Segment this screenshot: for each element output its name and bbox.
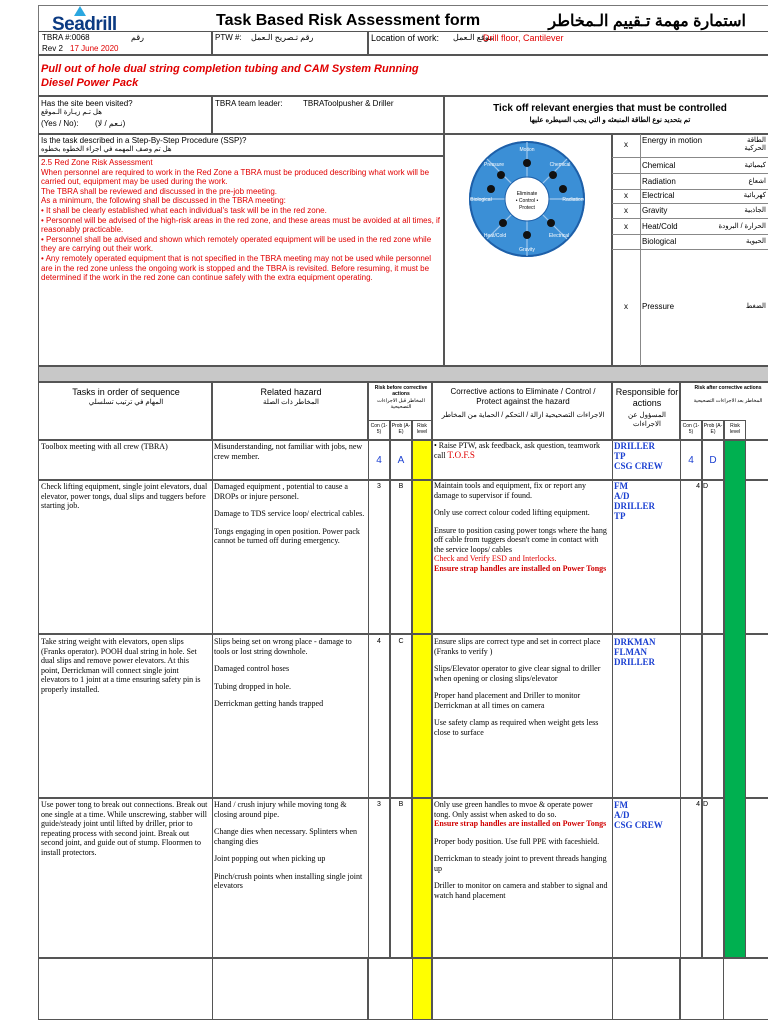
row2-con: 3	[377, 483, 381, 490]
ptw-cell[interactable]	[212, 31, 368, 55]
row5-divider-a	[212, 958, 368, 1020]
separator-bar	[38, 366, 768, 382]
col-divider	[680, 440, 681, 958]
ssp-label: Is the task described in a Step-By-Step Procedure (SSP)?	[41, 136, 247, 145]
risk-after-green-strip	[725, 441, 745, 957]
hazard-item: Derrickman getting hands trapped	[214, 699, 324, 708]
row4-prob: B	[398, 801, 404, 808]
responsible-item: CSG CREW	[614, 820, 663, 830]
energy-name-arabic: الحرارة / البرودة	[718, 223, 766, 230]
responsible-item: TP	[614, 451, 626, 461]
row1-responsible	[614, 441, 678, 471]
row1-corrective	[434, 441, 610, 460]
row2-prob-after-cell	[702, 480, 724, 634]
energy-check-mark[interactable]: x	[624, 206, 628, 215]
corrective-item: Use safety clamp as required when weight gets less close to surface	[434, 718, 599, 737]
energy-heat-cold[interactable]	[612, 219, 768, 235]
row4-con-after: 4	[696, 801, 700, 808]
energy-name: Biological	[642, 237, 677, 246]
responsible-item: DRILLER	[614, 501, 656, 511]
svg-text:Protect: Protect	[519, 205, 535, 211]
hazard-item: Tongs engaging in open position. Power pack cannot be turned off during emergency.	[214, 526, 360, 545]
row3-risk-level	[412, 634, 432, 798]
hazard-item: Tubing dropped in hole.	[214, 681, 292, 691]
row1-risk-level	[412, 440, 432, 480]
energies-heading: Tick off relevant energies that must be controlled	[493, 103, 727, 114]
energy-name-arabic: الجاذبية	[744, 207, 766, 214]
hazard-item: Hand / crush injury while moving tong & closing around pipe.	[214, 800, 347, 819]
row2-prob: B	[398, 483, 404, 490]
responsible-item: FM	[614, 800, 628, 810]
responsible-item: FM	[614, 481, 628, 491]
row5-divider-b	[612, 958, 680, 1020]
col-con-label: Con (1-5)	[370, 423, 388, 435]
row5-divider-c	[680, 958, 724, 1020]
col-header-con	[368, 420, 390, 440]
corrective-item-red: Ensure strap handles are installed on Power Tongs	[434, 563, 607, 573]
red-zone-line: When personnel are required to work in the Red Zone a TBRA must be produced describing what work will be carried out, equipment may be used during the work.	[41, 167, 430, 187]
red-zone-line: • Any remotely operated equipment that is not specified in the TBRA meeting may not be used while personnel are in the red zone unless the ongoing work is stopped and the TBRA is revisited. Before resuming, it must be determined if the work in the red zone can continue safely with the extra equipment operating.	[41, 253, 431, 283]
red-zone-heading: 2.5 Red Zone Risk Assessment	[41, 158, 153, 167]
col-tasks-label: Tasks in order of sequence	[72, 387, 180, 397]
red-zone-line: • It shall be clearly established what each individual's task will be in the red zone.	[41, 205, 327, 215]
col-hazard-arabic: المخاطر ذات الصلة	[263, 399, 319, 406]
responsible-item: FLMAN	[614, 647, 647, 657]
corrective-item: Only use correct colour coded lifting equipment.	[434, 508, 590, 517]
hazard-item: Pinch/crush points when installing single joint elevators	[214, 871, 363, 890]
location-label-arabic: موقع الـعمل	[453, 33, 494, 42]
energy-name: Energy in motion	[642, 136, 703, 145]
energy-name-arabic: كهربائية	[743, 192, 766, 199]
row2-con-after: 4	[696, 483, 700, 490]
row2-prob-cell	[390, 480, 412, 634]
hazard-item: Change dies when necessary. Splinters when changing dies	[214, 827, 357, 846]
row1-corrective-call	[434, 451, 610, 461]
hazard-item: Damaged control hoses	[214, 664, 290, 673]
row4-responsible	[614, 800, 678, 830]
energy-pressure[interactable]	[612, 250, 768, 366]
responsible-item: TP	[614, 511, 626, 521]
site-visited-arabic: هل تـم زيـارة الـموقع	[41, 109, 102, 116]
energy-name: Electrical	[642, 191, 675, 200]
energy-name: Gravity	[642, 206, 668, 215]
hazard-item: Damage to TDS service loop/ electrical cables.	[214, 509, 365, 518]
row1-prob-cell	[390, 440, 412, 480]
corrective-item: Only use green handles to mvoe & operate power tong. Only assist when asked to do so.	[434, 800, 593, 819]
col-header-corrective	[432, 382, 612, 440]
svg-text:Biological: Biological	[470, 197, 492, 203]
corrective-item: Proper body position. Use full PPE with faceshield.	[434, 836, 600, 846]
location-value: Drill floor, Cantilever	[483, 33, 564, 43]
responsible-item: A/D	[614, 810, 630, 820]
row4-task: Use power tong to break out connections. Break out one single at a time. While unscrewing, stabber will guide/steady joint until lifted by driller, prior to repeating process with second joint. Break out second joint, and guide out of stump. Floormen to install protectors.	[41, 800, 208, 857]
row3-prob-after-cell	[702, 634, 724, 798]
svg-text:Motion: Motion	[519, 147, 535, 153]
team-leader-label: TBRA team leader:	[215, 99, 283, 108]
energy-wheel-icon	[467, 139, 587, 259]
page-title-arabic: استمارة مهمة تـقييم الـمخاطر	[548, 13, 746, 30]
energy-name: Chemical	[642, 161, 676, 170]
row2-risk-level	[412, 480, 432, 634]
red-zone-cell	[38, 156, 444, 366]
col-header-level-after	[724, 420, 746, 440]
col-tasks-arabic: المهام في ترتيب تسلسلي	[88, 399, 164, 406]
row2-responsible	[614, 481, 678, 521]
svg-text:Heat/Cold: Heat/Cold	[483, 233, 507, 239]
team-leader-cell[interactable]	[212, 96, 444, 134]
row3-con-cell	[368, 634, 390, 798]
page-title: Task Based Risk Assessment form	[216, 12, 481, 29]
col-prob-after-label: Prob (A-E)	[703, 423, 723, 435]
energy-name-arabic: الحيوية	[745, 238, 766, 245]
svg-text:Radiation: Radiation	[562, 197, 584, 203]
ssp-cell	[38, 134, 444, 156]
col-corrective-arabic: الاجراءات التصحيحية ازالة / التحكم / الحماية من المخاطر	[441, 412, 605, 419]
ssp-arabic: هل تم وصف المهمه في اجراء الخطوه بخطوه	[41, 146, 172, 153]
revision: Rev 2	[42, 44, 63, 53]
row1-con-after: 4	[688, 455, 694, 466]
corrective-item: Slips/Elevator operator to give clear signal to driller when opening or closing slips/elevator	[434, 664, 601, 683]
energy-name: Radiation	[642, 177, 676, 186]
col-divider	[368, 440, 369, 1020]
tbra-number-cell	[38, 31, 212, 55]
red-zone-line: • Personnel shall be advised and shown which remotely operated equipment will be used in the red zone while they are carrying out their work.	[41, 234, 432, 254]
row2-hazard	[214, 482, 366, 554]
energy-name: Pressure	[642, 302, 675, 311]
row4-corrective	[434, 800, 610, 908]
responsible-item: DRILLER	[614, 441, 656, 451]
task-title: Pull out of hole dual string completion tubing and CAM System Running Diesel Power Pack	[41, 63, 419, 89]
row4-con: 3	[377, 801, 381, 808]
row1-hazard: Misunderstanding, not familiar with jobs, new crew member.	[214, 442, 363, 461]
logo-text: Seadrill	[52, 14, 117, 35]
col-level-after-label: Risk level	[729, 423, 741, 435]
corrective-item: Driller to monitor on camera and stabber to signal and watch hand placement	[434, 881, 608, 900]
responsible-item: CSG CREW	[614, 461, 663, 471]
row1-prob: A	[397, 455, 405, 466]
row4-prob-after: D	[703, 801, 709, 808]
energies-heading-cell	[444, 96, 768, 134]
col-risk-before-arabic: المخاطر قبل الاجراءات التصحيحية	[377, 398, 425, 410]
row2-corrective	[434, 481, 610, 573]
row1-corrective-line: • Raise PTW, ask feedback, ask question, teamwork	[434, 441, 601, 450]
row4-prob-cell	[390, 798, 412, 958]
energy-name-arabic: الضغط	[745, 303, 766, 310]
energy-check-mark[interactable]: x	[624, 302, 628, 311]
col-header-con-after	[680, 420, 702, 440]
svg-text:Chemical: Chemical	[549, 162, 571, 168]
red-zone-line: The TBRA shall be reviewed and discussed in the pre-job meeting.	[41, 186, 277, 196]
energy-chemical[interactable]	[612, 158, 768, 174]
row4-con-after-cell	[680, 798, 702, 958]
row3-hazard	[214, 637, 366, 717]
row3-corrective	[434, 637, 610, 745]
ptw-label: PTW #:	[215, 33, 242, 42]
task-title-cell	[38, 55, 768, 96]
svg-text:Eliminate: Eliminate	[516, 191, 538, 197]
row2-con-cell	[368, 480, 390, 634]
col-header-tasks	[38, 382, 212, 440]
row1-con: 4	[376, 455, 382, 466]
corrective-item-red: Ensure strap handles are installed on Power Tongs	[434, 819, 607, 828]
energies-heading-arabic: تم بتحديد نوع الطاقة المنبعثه و التي يجب السيطره عليها	[529, 117, 691, 124]
row1-con-cell	[368, 440, 390, 480]
row1-prob-after: D	[709, 455, 717, 466]
hazard-item: Damaged equipment , potential to cause a DROPs or injure personel.	[214, 482, 348, 501]
seadrill-logo	[44, 6, 204, 34]
col-risk-after-label: Risk after corrective actions	[694, 385, 762, 391]
svg-text:Electrical: Electrical	[548, 233, 570, 239]
hazard-item: Joint popping out when picking up	[214, 854, 326, 863]
col-risk-after-arabic: المخاطر بعد الاجراءات التصحيحية	[693, 398, 763, 404]
site-visited-label: Has the site been visited?	[41, 99, 133, 108]
energy-biological[interactable]	[612, 234, 768, 250]
row2-con-after-cell	[680, 480, 702, 634]
site-visited-cell[interactable]	[38, 96, 212, 134]
energy-name-arabic: كيميائية	[744, 162, 766, 169]
col-responsible-arabic: المسؤول عن الاجراءات	[628, 412, 666, 428]
corrective-item: Ensure to position casing power tongs where the hang off cable from tuggers doesn't come in contact with the service loops/ cables	[434, 525, 607, 554]
energy-check-mark[interactable]: x	[624, 191, 628, 200]
col-level-label: Risk level	[416, 423, 428, 435]
col-header-prob-after	[702, 420, 724, 440]
row3-task: Take string weight with elevators, open slips (Franks operator). POOH dual string in hole. Set dual slips and remove power elevators. At this point, Derrickman will connect single joint elevators to 1 joint at a time ensuring safety pin is properly installed.	[41, 637, 201, 694]
tbra-number-arabic: رقم	[131, 33, 145, 42]
corrective-item: Proper hand placement and Driller to monitor Derrickman at all times on camera	[434, 691, 581, 710]
corrective-item: Derrickman to steady joint to prevent threads hanging up	[434, 854, 607, 873]
call-text: call	[434, 450, 446, 460]
tbra-number: TBRA #:0068	[42, 33, 90, 42]
col-divider	[612, 440, 613, 958]
row1-prob-after-cell	[702, 440, 724, 480]
col-hazard-label: Related hazard	[260, 387, 322, 397]
yes-no-arabic: (نـعم / لا)	[95, 119, 126, 128]
tofs-text: T.O.F.S	[447, 449, 475, 460]
col-risk-before-label: Risk before corrective actions	[374, 385, 428, 397]
row2-prob-after: D	[703, 483, 709, 490]
yes-no-label: (Yes / No):	[41, 119, 79, 128]
team-leader-value: TBRAToolpusher & Driller	[303, 99, 394, 108]
col-responsible-label: Responsible for actions	[615, 387, 679, 408]
hazard-item: Slips being set on wrong place - damage to tools or lost string downhole.	[214, 637, 352, 656]
energy-name: Heat/Cold	[642, 222, 678, 231]
energy-name-arabic: الطاقة الحركية	[744, 137, 766, 152]
ptw-label-arabic: رقم تـصريح الـعمل	[251, 33, 314, 42]
corrective-item-red: Check and Verify ESD and Interlocks.	[434, 554, 557, 563]
col-header-hazard	[212, 382, 368, 440]
svg-text:Gravity: Gravity	[519, 247, 535, 253]
energy-check-mark[interactable]: x	[624, 222, 628, 231]
row1-task: Toolbox meeting with all crew (TBRA)	[41, 442, 168, 451]
corrective-item: Ensure slips are correct type and set in correct place (Franks to verify )	[434, 637, 601, 656]
corrective-item: Maintain tools and equipment, fix or report any damage to supervisor if found.	[434, 481, 586, 500]
energy-name-arabic: اشعاع	[748, 178, 766, 185]
location-cell[interactable]	[368, 31, 768, 55]
energy-gravity[interactable]	[612, 203, 768, 219]
row5-risk-level	[412, 958, 432, 1020]
red-zone-line: • Personnel will be advised of the high-risk areas in the red zone, and these areas must be avoided at all times, if reasonably practicable.	[41, 215, 441, 235]
responsible-item: DRILLER	[614, 657, 656, 667]
responsible-item: DRKMAN	[614, 637, 656, 647]
col-header-prob	[390, 420, 412, 440]
revision-date: 17 June 2020	[70, 44, 119, 53]
location-label: Location of work:	[371, 33, 440, 43]
energy-motion[interactable]	[612, 134, 768, 158]
row3-con: 4	[377, 638, 381, 645]
row4-prob-after-cell	[702, 798, 724, 958]
col-corrective-label: Corrective actions to Eliminate / Control / Protect against the hazard	[450, 387, 596, 406]
red-zone-text	[41, 158, 441, 283]
energy-electrical[interactable]	[612, 188, 768, 204]
svg-text:• Control •: • Control •	[515, 198, 539, 204]
row4-con-cell	[368, 798, 390, 958]
col-prob-label: Prob (A-E)	[391, 423, 411, 435]
row3-responsible	[614, 637, 678, 667]
row2-task: Check lifting equipment, single joint elevators, dual elevator, power tongs, dual slips and tuggers before starting job.	[41, 482, 208, 510]
energy-check-mark[interactable]: x	[624, 140, 628, 149]
row3-prob: C	[398, 638, 404, 645]
red-zone-line: As a minimum, the following shall be discussed in the TBRA meeting:	[41, 196, 286, 206]
row3-prob-cell	[390, 634, 412, 798]
col-con-after-label: Con (1-5)	[682, 423, 700, 435]
row1-con-after-cell	[680, 440, 702, 480]
col-header-responsible	[612, 382, 680, 440]
row4-risk-level	[412, 798, 432, 958]
col-divider	[432, 440, 433, 1020]
row3-con-after-cell	[680, 634, 702, 798]
row4-hazard	[214, 800, 366, 899]
col-header-level	[412, 420, 432, 440]
svg-text:Pressure: Pressure	[483, 162, 505, 168]
col-divider	[212, 440, 213, 958]
responsible-item: A/D	[614, 491, 630, 501]
